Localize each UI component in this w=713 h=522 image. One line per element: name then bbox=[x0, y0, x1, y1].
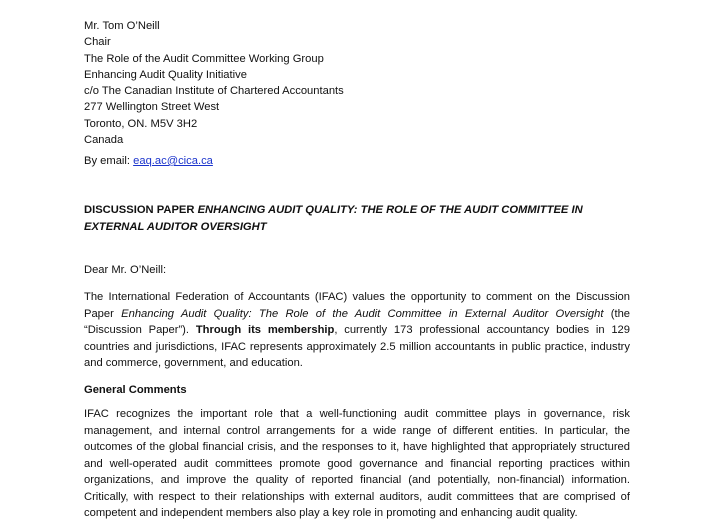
recipient-address-block bbox=[84, 18, 344, 148]
intro-text-part1: The International Federation of Accountants (IFAC) values the opportunity to comment on the Discussion Paper bbox=[84, 291, 630, 320]
recipient-organization: c/o The Canadian Institute of Chartered Accountants bbox=[84, 85, 344, 98]
recipient-group: The Role of the Audit Committee Working Group bbox=[84, 52, 324, 65]
section-heading: General Comments bbox=[84, 384, 187, 396]
email-label: By email: bbox=[84, 155, 131, 167]
subject-title: ENHANCING AUDIT QUALITY: THE ROLE OF THE AUDIT COMMITTEE IN EXTERNAL AUDITOR OVERSIGHT bbox=[84, 204, 583, 233]
recipient-name: Mr. Tom O’Neill bbox=[84, 20, 160, 32]
recipient-title: Chair bbox=[84, 36, 111, 49]
subject-prefix: DISCUSSION PAPER bbox=[84, 204, 195, 216]
intro-text-part3: , currently 173 professional accountancy bodies in 129 countries and jurisdictions, IFAC represents approximately 2.5 million accountants in public practice, industry and commerce, government, and education. bbox=[84, 324, 631, 369]
recipient-street: 277 Wellington Street West bbox=[84, 101, 220, 114]
subject-line bbox=[84, 202, 630, 235]
salutation: Dear Mr. O’Neill: bbox=[84, 264, 167, 276]
email-link[interactable]: eaq.ac@cica.ca bbox=[133, 155, 213, 167]
recipient-initiative: Enhancing Audit Quality Initiative bbox=[84, 68, 247, 81]
recipient-city: Toronto, ON. M5V 3H2 bbox=[84, 117, 198, 130]
email-line bbox=[84, 155, 213, 167]
intro-paragraph bbox=[84, 289, 630, 372]
recipient-country: Canada bbox=[84, 134, 124, 147]
general-comments-paragraph: IFAC recognizes the important role that a well-functioning audit committee plays in governance, risk management, and internal control arrangements for a wide range of different entities. In particular, the outcomes of the global financial crisis, and the responses to it, have highlighted that appropriately structured and well-operated audit committees promote good governance and financial reporting practices within organizations, and improve the quality of reported financial (and potentially, non-financial) information. Critically, with respect to their relationships with external auditors, audit committees that are comprised of competent and independent members also play a key role in promoting and enhancing audit quality. bbox=[84, 408, 630, 519]
intro-paper-title: Enhancing Audit Quality: The Role of the Audit Committee in External Auditor Oversight bbox=[121, 307, 604, 320]
intro-bold-phrase: Through its membership bbox=[195, 324, 335, 336]
intro-text-part2: (the “Discussion Paper”). bbox=[84, 307, 631, 336]
